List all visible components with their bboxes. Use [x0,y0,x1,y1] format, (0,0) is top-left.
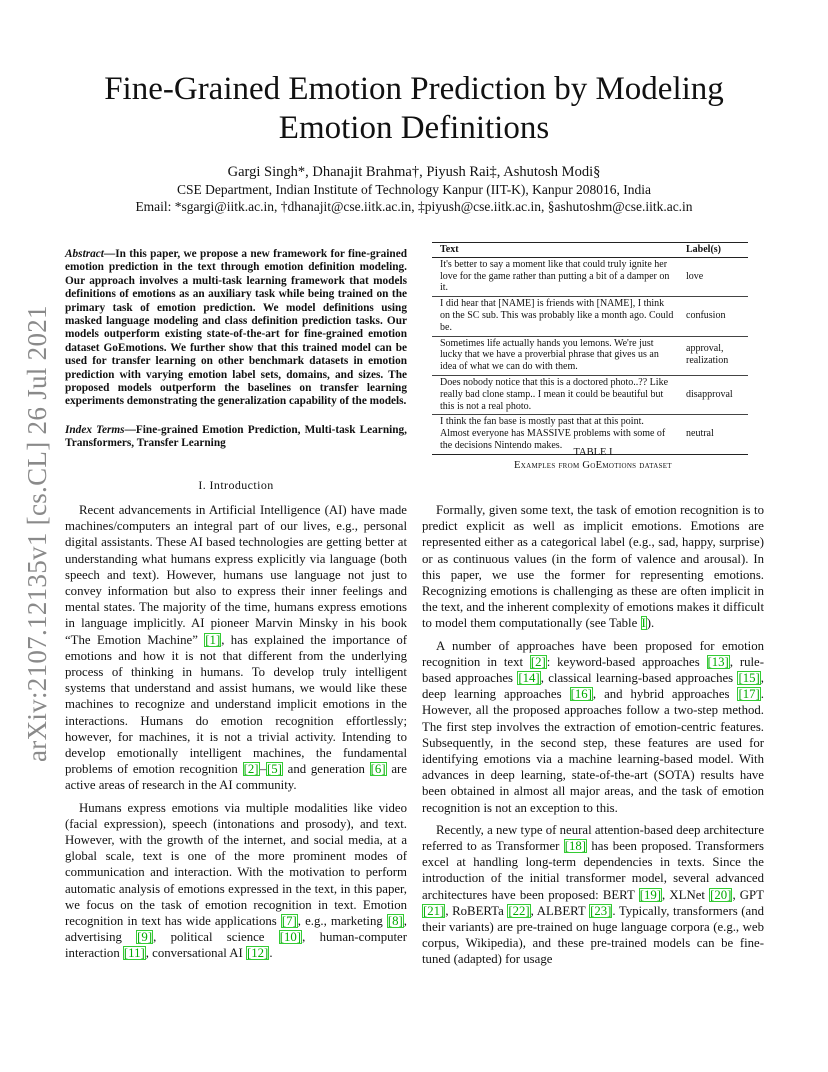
citation-link[interactable]: [18] [564,839,587,854]
citation-link[interactable]: [2] [530,654,546,669]
left-column-body [65,502,407,962]
table-row [432,336,748,375]
paragraph-text: – [259,762,266,777]
paragraph-text: , RoBERTa [445,903,508,918]
paragraph-text: Humans express emotions via multiple modalities like video (facial expression), speech (intonations and prosody), and text. However, with the growth of the internet, and social media, at a global scale, text is one of the more prominent modes of communication and interaction. With the motivation to perform automatic analysis of emotions expressed in the text, in this paper, we focus on the task of emotion recognition in text. Emotion recognition in text has wide applications [65,800,407,929]
abstract-text: —In this paper, we propose a new framework for fine-grained emotion prediction in the text through emotion definition modeling. Our approach involves a multi-task learning framework that models definitions of emotions as an auxiliary task while being trained on the primary task of emotion prediction. We model definitions using masked language modeling and class definition prediction tasks. Our models outperform existing state-of-the-art for fine-grained emotion dataset GoEmotions. We further show that this trained model can be used for transfer learning on other benchmark datasets in emotion prediction with varying emotion label sets, domains, and sizes. The proposed models outperform the baselines on transfer learning experiments demonstrating the generalization capability of the models. [65,248,407,408]
examples-table [432,242,748,455]
citation-link[interactable]: [15] [738,671,760,686]
paragraph [65,800,407,962]
paragraph-text: . Typically, transformers (and their variants) are pre-trained on huge language corpora (e.g., web corpus, Wikipedia), and these pre-trained models can be fine-tuned (adapted) for usage [422,903,764,967]
citation-link[interactable]: [10] [279,930,302,945]
table-cell-text: I did hear that [NAME] is friends with [NAME], I think on the SC sub. This was probably like a month ago. Could be. [432,297,678,336]
table-header-labels: Label(s) [678,243,748,258]
citation-link[interactable]: [1] [205,632,221,647]
section-heading: I. Introduction [198,478,274,492]
paragraph-text: , political science [153,930,279,945]
arxiv-identifier: arXiv:2107.12135v1 [cs.CL] 26 Jul 2021 [22,305,52,762]
paragraph-text: are active areas of research in the AI community. [65,762,407,793]
index-terms-text: —Fine-grained Emotion Prediction, Multi-task Learning, Transformers, Transfer Learning [65,424,407,450]
citation-link[interactable]: [5] [266,762,282,777]
table-cell-label: love [678,257,748,296]
paragraph-text: Formally, given some text, the task of emotion recognition is to predict explicit as well as implicit emotions. Emotions are represented either as a categorical label (e.g., sad, happy, surprise) or as continuous values (in the form of valence and arousal). In this paper, we use the former for representing emotions. Recognizing emotions is challenging as these are often implicit in the text, and the inherent complexity of emotions makes it difficult to model them computationally (see Table [422,503,764,631]
right-column-body [422,502,764,968]
table-cell-text: It's better to say a moment like that could truly ignite her love for the game rather than putting a bit of a damper on it. [432,257,678,296]
paragraph-text: , XLNet [662,887,710,902]
table-cell-text: Does nobody notice that this is a doctored photo..?? Like really bad clone stamp.. I mean it could be beautiful but this is not a real photo. [432,375,678,414]
citation-link[interactable]: [19] [639,887,662,902]
table-caption-number: TABLE I [573,447,613,458]
paragraph-text: , e.g., marketing [297,914,387,929]
paragraph-text: , deep learning approaches [422,671,764,702]
paragraph-text: , rule-based approaches [422,654,764,686]
citation-link[interactable]: [23] [590,903,612,918]
citation-link[interactable]: [16] [570,687,592,702]
abstract [65,248,407,409]
citation-link[interactable]: [6] [370,762,386,777]
table-header-text: Text [432,243,678,258]
author-emails: Email: *sgargi@iitk.ac.in, †dhanajit@cse.iitk.ac.in, ‡piyush@cse.iitk.ac.in, §ashutoshm@cse.iitk.ac.in [135,199,693,214]
index-terms [65,424,407,451]
table-cell-label: neutral [678,415,748,454]
paragraph-text: , advertising [65,914,407,945]
paragraph-text: , human-computer interaction [65,930,407,961]
paragraph-text: , and hybrid approaches [592,687,738,702]
author-list: Gargi Singh*, Dhanajit Brahma†, Piyush Rai‡, Ashutosh Modi§ [227,164,601,180]
table-caption-text: Examples from GoEmotions dataset [514,460,672,471]
table-caption [422,446,764,472]
paragraph [65,502,407,794]
citation-link[interactable]: [20] [710,887,732,902]
citation-link[interactable]: [12] [247,946,269,961]
paragraph-text: : keyword-based approaches [546,654,707,669]
table-row [432,375,748,414]
citation-link[interactable]: [13] [707,654,729,669]
citation-link[interactable]: I [641,616,646,631]
paragraph-text: . [269,946,273,961]
citation-link[interactable]: [21] [423,903,445,918]
paragraph-text: , conversational AI [145,946,246,961]
paragraph-text: , classical learning-based approaches [540,671,738,686]
table-cell-label: disapproval [678,375,748,414]
table-cell-text: Sometimes life actually hands you lemons. We're just lucky that we have a proverbial phrase that gives us an idea of what we can do with them. [432,336,678,375]
paragraph [422,638,764,816]
table-cell-label: approval, realization [678,336,748,375]
index-terms-label: Index Terms [65,424,125,436]
citation-link[interactable]: [22] [508,903,530,918]
paragraph [422,822,764,968]
paragraph-text: Recently, a new type of neural attention-based deep architecture referred to as Transformer [422,822,764,854]
citation-link[interactable]: [2] [243,762,259,777]
paragraph-text: , has explained the importance of emotions and how it is not that different from the underlying process of thinking in humans. To develop truly intelligent systems that understand and assist humans, we would like these machines to recognize and understand implicit emotions in the interactions. Humans do emotion recognition effortlessly; however, for machines, it is not a trivial activity. Intending to develop emotionally intelligent machines, the fundamental problems of emotion recognition [65,632,408,777]
citation-link[interactable]: [14] [518,671,540,686]
paragraph-text: and generation [282,762,370,777]
table-row [432,297,748,336]
paragraph-text: , ALBERT [530,903,590,918]
paragraph-text: A number of approaches have been proposed for emotion recognition in text [422,638,764,669]
table-header-row [432,243,748,258]
table-cell-label: confusion [678,297,748,336]
table-row [432,257,748,296]
citation-link[interactable]: [7] [281,914,297,929]
citation-link[interactable]: [17] [738,687,760,702]
citation-link[interactable]: [8] [387,914,403,929]
paper-title: Fine-Grained Emotion Prediction by Modeling Emotion Definitions [104,71,724,146]
citation-link[interactable]: [9] [137,930,153,945]
paragraph-text: Recent advancements in Artificial Intelligence (AI) have made machines/computers an integral part of our lives, e.g., personal digital assistants. These AI based technologies are getting better at understanding what humans express explicitly via language (both speech and text). However, humans use language not just to convey information but also to express their inner feelings and mental states. The majority of the time, humans express emotions in language implicitly. AI pioneer Marvin Minsky in his book “The Emotion Machine” [65,503,407,647]
affiliation: CSE Department, Indian Institute of Technology Kanpur (IIT-K), Kanpur 208016, India [176,182,652,197]
table-cell-text: I think the fan base is mostly past that at this point. Almost everyone has MASSIVE problems with some of the decisions Nintendo makes. [432,415,678,454]
citation-link[interactable]: [11] [123,946,145,961]
paragraph-text: . However, all the proposed approaches follow a two-step method. The first step involves the extraction of emotion-centric features. Subsequently, in the second step, these features are used for identifying emotions via a machine learning-based model. With advances in deep learning, state-of-the-art (SOTA) results have been obtained in almost all major areas, and the task of emotion recognition is not an exception to this. [422,687,764,815]
paragraph [422,502,764,632]
paragraph-text: ). [646,616,655,631]
paragraph-text: , GPT [732,887,764,902]
abstract-label: Abstract [65,248,104,260]
paragraph-text: has been proposed. Transformers excel at handling long-term dependencies in texts. Since the introduction of the initial transformer model, several advanced architectures have been proposed: BERT [422,839,764,902]
